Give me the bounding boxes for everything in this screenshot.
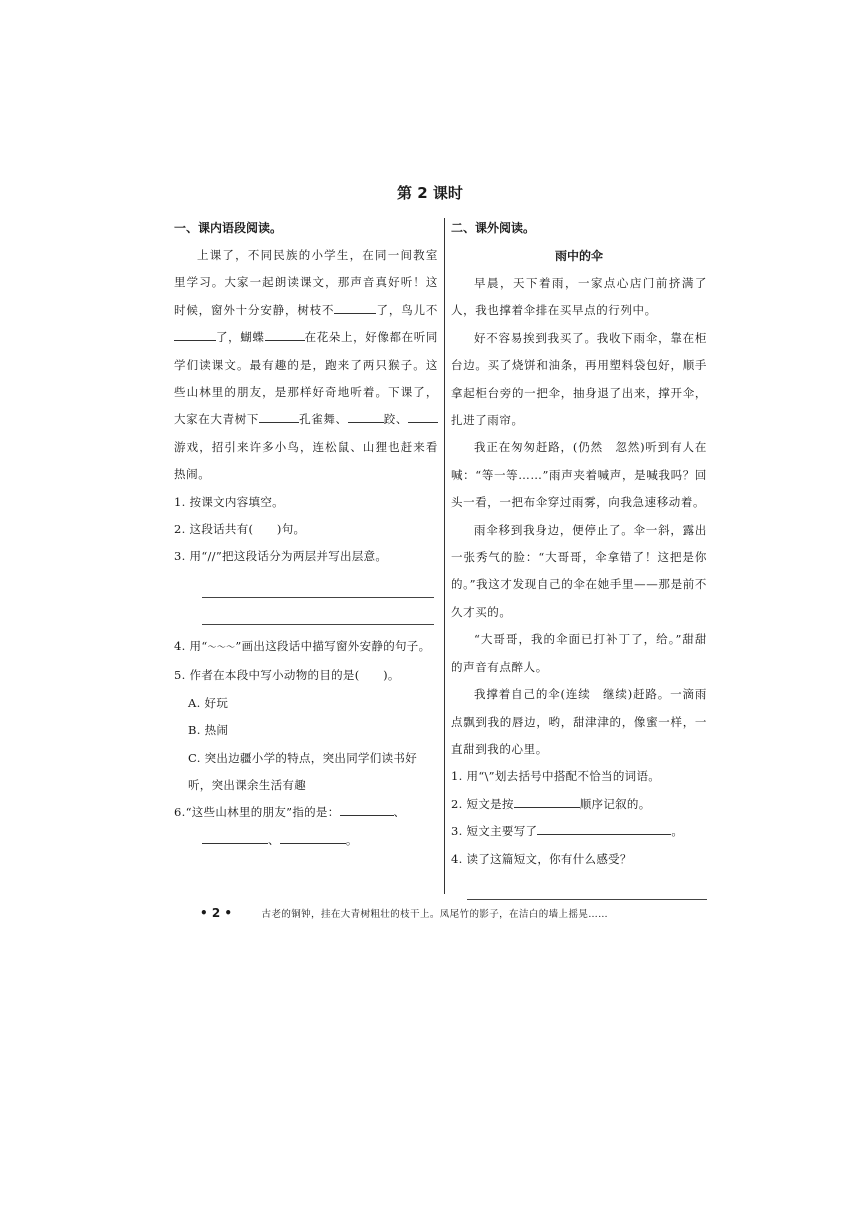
blank-field[interactable]	[280, 831, 346, 844]
section-heading-in-class: 一、课内语段阅读。	[174, 221, 283, 235]
blank-field[interactable]	[265, 328, 305, 341]
answer-line[interactable]	[467, 873, 707, 900]
story-question-2: 2. 短文是按 顺序记叙的。	[451, 796, 651, 811]
right-column	[451, 214, 707, 900]
story-question-3: 3. 短文主要写了 。	[451, 824, 684, 839]
question-5: 5. 作者在本段中写小动物的目的是( )。	[174, 668, 400, 683]
blank-field[interactable]	[202, 831, 268, 844]
section-heading-extracurricular: 二、课外阅读。	[451, 221, 536, 235]
page-footer	[200, 906, 608, 920]
question-3: 3. 用“//”把这段话分为两层并写出层意。	[174, 549, 388, 564]
blank-field[interactable]	[174, 328, 216, 341]
option-c[interactable]: C. 突出边疆小学的特点，突出同学们读书好听，突出课余生活有趣	[188, 750, 417, 792]
page-title: 第 2 课时	[397, 184, 463, 202]
question-2: 2. 这段话共有( )句。	[174, 522, 306, 537]
story-paragraph-4: 雨伞移到我身边，便停止了。伞一斜，露出一张秀气的脸：“大哥哥，伞拿错了！这把是你的。”我这才发现自己的伞在她手里——那是前不久才买的。	[451, 522, 707, 619]
wavy-line-mark: ～～～	[207, 642, 236, 653]
story-paragraph-6: 我撑着自己的伞(连续 继续)赶路。一滴雨点飘到我的唇边，哟，甜津津的，像蜜一样，一直甜到我的心里。	[451, 687, 707, 756]
blank-field[interactable]	[408, 410, 438, 423]
blank-field[interactable]	[334, 301, 376, 314]
left-column	[174, 214, 438, 854]
option-a[interactable]: A. 好玩	[188, 695, 229, 710]
answer-line[interactable]	[202, 571, 434, 598]
passage-text: 上课了，不同民族的小学生，在同一间教室里学习。大家一起朗读课文，那声音真好听！这时候，窗外十分安静，树枝不 了，鸟儿不了，蝴蝶 在花朵上，好像都在听同学们读课文。最有趣的是，跑来了两只猴子。这些山林里的朋友，是那样好奇地听着。下课了，大家在大青树下 孔雀舞、 跤、游戏，招引来许多小鸟，连松鼠、山狸也赶来看热闹。	[174, 248, 438, 482]
story-question-4: 4. 读了这篇短文，你有什么感受？	[451, 851, 632, 866]
blank-field[interactable]	[340, 803, 394, 816]
story-paragraph-2: 好不容易挨到我买了。我收下雨伞，靠在柜台边。买了烧饼和油条，再用塑料袋包好，顺手拿起柜台旁的一把伞，抽身退了出来，撑开伞，扎进了雨帘。	[451, 330, 707, 428]
blank-field[interactable]	[537, 822, 671, 835]
blank-field[interactable]	[348, 410, 384, 423]
story-paragraph-1: 早晨，天下着雨，一家点心店门前挤满了人，我也撑着伞排在买早点的行列中。	[451, 276, 707, 318]
blank-field[interactable]	[514, 795, 580, 808]
story-question-1: 1. 用“\”划去括号中搭配不恰当的词语。	[451, 769, 661, 784]
footer-quote: 古老的铜钟，挂在大青树粗壮的枝干上。凤尾竹的影子，在洁白的墙上摇晃……	[261, 909, 609, 920]
question-4: 4. 用“～～～”画出这段话中描写窗外安静的句子。	[174, 638, 431, 653]
story-paragraph-3: 我正在匆匆赶路，(仍然 忽然)听到有人在喊：“等一等……”雨声夹着喊声，是喊我吗？回头一看，一把布伞穿过雨雾，向我急速移动着。	[451, 440, 707, 510]
option-b[interactable]: B. 热闹	[188, 723, 229, 738]
question-6: 6.“这些山林里的朋友”指的是： 、 、 。	[174, 805, 406, 847]
page-number: • 2 •	[200, 906, 233, 920]
story-paragraph-5: “大哥哥，我的伞面已打补丁了，给。”甜甜的声音有点醉人。	[451, 632, 707, 674]
answer-line[interactable]	[202, 598, 434, 625]
blank-field[interactable]	[259, 410, 299, 423]
question-1: 1. 按课文内容填空。	[174, 494, 284, 509]
column-divider	[444, 218, 445, 894]
story-title: 雨中的伞	[554, 249, 603, 263]
